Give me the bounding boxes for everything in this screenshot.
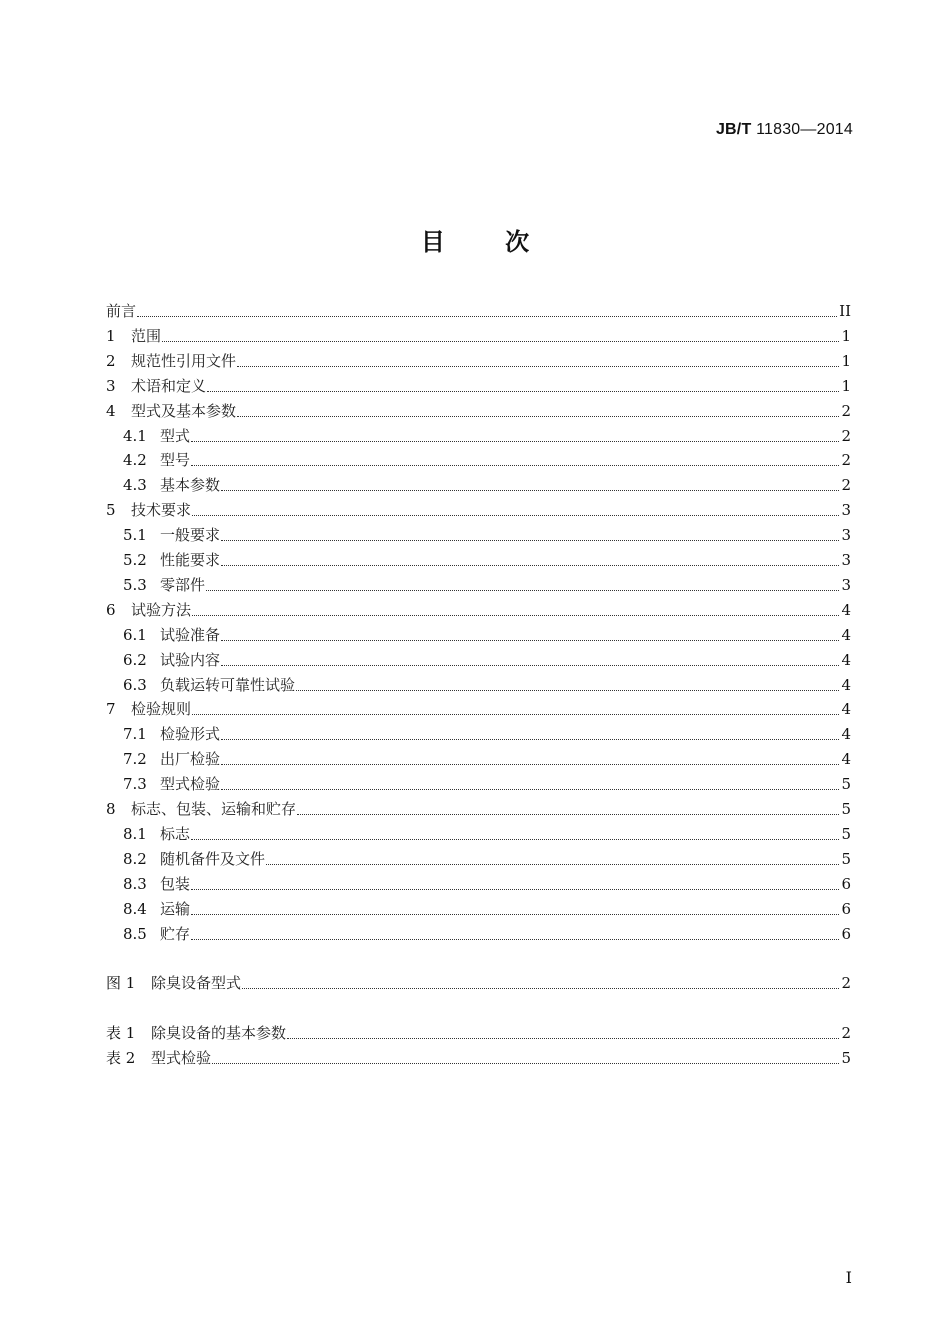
toc-entry[interactable]: [123, 624, 851, 646]
toc-entry-page: 6: [841, 924, 851, 943]
toc-entry-number: 7.2: [123, 750, 147, 769]
dot-leader: [297, 813, 839, 815]
toc-entry[interactable]: [106, 1022, 851, 1044]
toc-entry-page: 6: [841, 874, 851, 893]
toc-entry-label: 包装: [160, 874, 191, 893]
toc-entry-number: 6.3: [123, 675, 147, 694]
toc-entry-number: 5.3: [123, 575, 147, 594]
toc-entry[interactable]: [106, 499, 851, 521]
standard-prefix: JB/T: [715, 121, 752, 138]
toc-entry[interactable]: [123, 674, 851, 696]
dot-leader: [191, 888, 839, 890]
toc-entry-label: 检验规则: [131, 700, 192, 719]
toc-entry-page: 2: [841, 476, 851, 495]
dot-leader: [237, 415, 839, 417]
toc-entry-number: 2: [106, 351, 116, 370]
standard-number: 11830—2014: [756, 121, 853, 138]
dot-leader: [192, 614, 839, 616]
toc-entry[interactable]: [106, 698, 851, 720]
toc-entry[interactable]: [123, 898, 851, 920]
dot-leader: [221, 564, 839, 566]
toc-entry-label: 型式及基本参数: [131, 401, 237, 420]
toc-entry[interactable]: [106, 972, 851, 994]
toc-entry[interactable]: [123, 649, 851, 671]
toc-entry-number: 7: [106, 700, 116, 719]
toc-entry-page: 2: [841, 451, 851, 470]
toc-entry-label: 规范性引用文件: [131, 351, 237, 370]
page-folio: I: [845, 1268, 852, 1287]
toc-entry-label: 运输: [160, 899, 191, 918]
toc-entry-page: 2: [841, 426, 851, 445]
toc-entry-label: 标志: [160, 824, 191, 843]
toc-entry-label: 零部件: [160, 575, 206, 594]
toc-entry-page: 5: [841, 824, 851, 843]
toc-entry-number: 6: [106, 600, 116, 619]
dot-leader: [221, 539, 839, 541]
toc-entry[interactable]: [123, 574, 851, 596]
toc-entry[interactable]: [106, 375, 851, 397]
dot-leader: [221, 788, 839, 790]
toc-entry-label: 型式: [160, 426, 191, 445]
toc-entry-label: 出厂检验: [160, 750, 221, 769]
toc-title-char-1: 目: [420, 228, 445, 256]
toc-entry-page: II: [839, 302, 851, 320]
toc-entry-page: 4: [841, 650, 851, 669]
toc-entry-page: 4: [841, 675, 851, 694]
toc-entry-page: 1: [841, 351, 851, 370]
toc-entry[interactable]: [106, 325, 851, 347]
toc-entry-number: 8.1: [123, 824, 147, 843]
toc-entry-number: 表 1: [106, 1024, 136, 1042]
toc-entry[interactable]: [123, 923, 851, 945]
toc-entry-number: 8.3: [123, 874, 147, 893]
dot-leader: [221, 738, 839, 740]
toc-entry-label: 标志、包装、运输和贮存: [131, 800, 297, 818]
toc-entry-label: 性能要求: [160, 551, 221, 569]
toc-entry-page: 4: [841, 600, 851, 619]
toc-entry-page: 2: [841, 974, 851, 992]
dot-leader: [206, 589, 839, 591]
toc-entry-page: 1: [841, 376, 851, 395]
toc-entry-number: 表 2: [106, 1048, 136, 1067]
dot-leader: [191, 913, 839, 915]
toc-entry[interactable]: [123, 723, 851, 745]
toc-entry-label: 型式检验: [160, 775, 221, 794]
dot-leader: [266, 863, 839, 865]
toc-entry[interactable]: [123, 474, 851, 496]
toc-entry-label: 随机备件及文件: [160, 849, 266, 868]
toc-entry-page: 3: [841, 575, 851, 594]
toc-entry-number: 4: [106, 401, 116, 420]
toc-entry[interactable]: [106, 1047, 851, 1069]
dot-leader: [192, 713, 839, 715]
dot-leader: [221, 639, 839, 641]
toc-entry-page: 3: [841, 551, 851, 569]
toc-entry-label: 型号: [160, 451, 191, 470]
toc-entry-page: 3: [841, 526, 851, 545]
toc-entry-page: 5: [841, 1048, 851, 1067]
toc-entry[interactable]: [106, 599, 851, 621]
toc-entry-label: 试验准备: [160, 625, 221, 644]
toc-entry-number: 8.2: [123, 849, 147, 868]
toc-entry-number: 5.2: [123, 551, 147, 569]
dot-leader: [237, 365, 839, 367]
toc-entry-label: 除臭设备型式: [151, 974, 242, 992]
dot-leader: [191, 464, 839, 466]
dot-leader: [207, 390, 839, 392]
toc-entry-number: 5: [106, 501, 116, 520]
toc-entry-label: 试验方法: [131, 600, 192, 619]
toc-entry-label: 负载运转可靠性试验: [160, 675, 296, 694]
toc-entry-page: 4: [841, 700, 851, 719]
toc-entry-number: 8.4: [123, 899, 147, 918]
toc-entry[interactable]: [123, 823, 851, 845]
toc-entry[interactable]: [106, 300, 851, 322]
toc-entry-number: 图 1: [106, 974, 136, 992]
toc-entry[interactable]: [123, 848, 851, 870]
toc-entry-label: 贮存: [160, 924, 191, 943]
toc-entry-number: 6.2: [123, 650, 147, 669]
toc-entry-number: 8: [106, 800, 116, 818]
dot-leader: [221, 763, 839, 765]
toc-entry-number: 5.1: [123, 526, 147, 545]
dot-leader: [137, 315, 837, 317]
toc-entry-page: 5: [841, 849, 851, 868]
toc-entry-number: 6.1: [123, 625, 147, 644]
toc-entry-label: 型式检验: [151, 1048, 212, 1067]
toc-entry-label: 术语和定义: [131, 376, 207, 395]
toc-entry[interactable]: [123, 773, 851, 795]
toc-entry[interactable]: [123, 549, 851, 571]
toc-entry[interactable]: [106, 798, 851, 820]
toc-entry-page: 2: [841, 1024, 851, 1042]
toc-entry[interactable]: [123, 425, 851, 447]
toc-entry-page: 4: [841, 725, 851, 744]
toc-entry-label: 试验内容: [160, 650, 221, 669]
toc-entry-label: 前言: [106, 302, 137, 320]
toc-entry[interactable]: [106, 400, 851, 422]
dot-leader: [162, 340, 839, 342]
toc-entry-number: 4.1: [123, 426, 147, 445]
toc-entry-page: 4: [841, 750, 851, 769]
toc-title: [0, 222, 950, 257]
toc-entry[interactable]: [106, 350, 851, 372]
toc-entry-page: 4: [841, 625, 851, 644]
dot-leader: [287, 1037, 839, 1039]
toc-entry-page: 3: [841, 501, 851, 520]
dot-leader: [191, 938, 839, 940]
toc-entry-page: 5: [841, 800, 851, 818]
dot-leader: [191, 838, 839, 840]
toc-entry[interactable]: [123, 748, 851, 770]
toc-entry-page: 1: [841, 326, 851, 345]
toc-entry-number: 7.1: [123, 725, 147, 744]
toc-entry-page: 5: [841, 775, 851, 794]
toc-entry-number: 4.2: [123, 451, 147, 470]
dot-leader: [242, 987, 839, 989]
toc-entry[interactable]: [123, 873, 851, 895]
toc-entry-label: 一般要求: [160, 526, 221, 545]
dot-leader: [192, 514, 839, 516]
toc-entry-number: 1: [106, 326, 116, 345]
dot-leader: [221, 489, 839, 491]
toc-entry[interactable]: [123, 449, 851, 471]
toc-entry-page: 6: [841, 899, 851, 918]
toc-entry-label: 基本参数: [160, 476, 221, 495]
toc-entry-number: 7.3: [123, 775, 147, 794]
toc-entry-label: 范围: [131, 326, 162, 345]
dot-leader: [221, 664, 839, 666]
toc-title-char-2: 次: [505, 228, 530, 256]
toc-entry-number: 8.5: [123, 924, 147, 943]
dot-leader: [212, 1062, 839, 1064]
toc-entry-page: 2: [841, 401, 851, 420]
toc-entry-number: 4.3: [123, 476, 147, 495]
toc-entry[interactable]: [123, 524, 851, 546]
toc-entry-label: 除臭设备的基本参数: [151, 1024, 287, 1042]
toc-entry-label: 技术要求: [131, 501, 192, 520]
toc-entry-number: 3: [106, 376, 116, 395]
standard-code: [716, 121, 853, 139]
toc-entry-label: 检验形式: [160, 725, 221, 744]
dot-leader: [191, 440, 839, 442]
dot-leader: [296, 689, 839, 691]
